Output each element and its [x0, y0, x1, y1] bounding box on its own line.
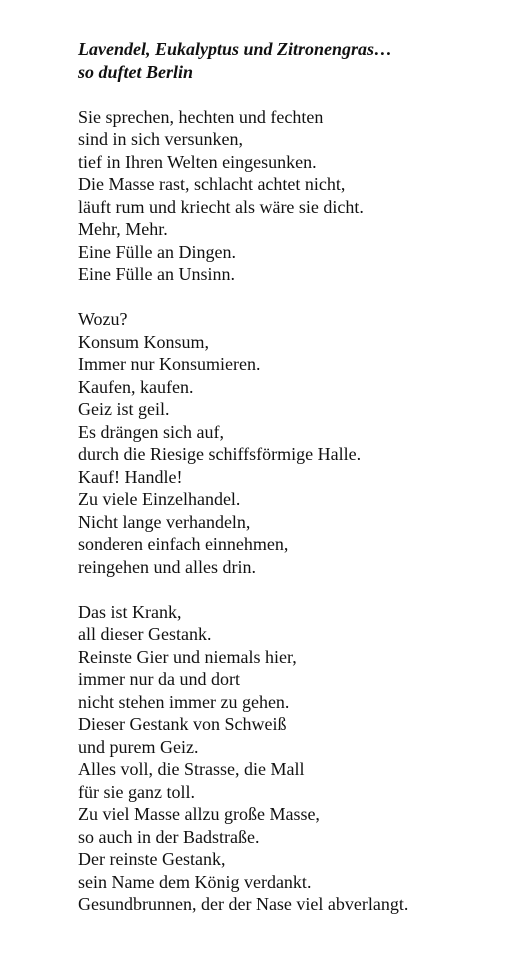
poem-line: Das ist Krank, — [78, 601, 182, 622]
poem-line: Sie sprechen, hechten und fechten — [78, 106, 324, 127]
stanza-3 — [78, 601, 508, 916]
poem-line: läuft rum und kriecht als wäre sie dicht. — [78, 196, 364, 217]
poem-page — [78, 38, 508, 916]
poem-line: Dieser Gestank von Schweiß — [78, 714, 287, 734]
poem-line: Zu viel Masse allzu große Masse, — [78, 804, 320, 824]
poem-title — [78, 38, 508, 83]
poem-line: sein Name dem König verdankt. — [78, 871, 312, 892]
poem-line: reingehen und alles drin. — [78, 556, 256, 577]
poem-line: für sie ganz toll. — [78, 781, 195, 802]
poem-line: Immer nur Konsumieren. — [78, 354, 261, 374]
poem-line: Reinste Gier und niemals hier, — [78, 646, 297, 667]
poem-line: Eine Fülle an Dingen. — [78, 241, 236, 262]
poem-line: Wozu? — [78, 309, 128, 329]
poem-line: sonderen einfach einnehmen, — [78, 534, 289, 554]
poem-line: und purem Geiz. — [78, 736, 199, 757]
poem-line: tief in Ihren Welten eingesunken. — [78, 151, 317, 172]
stanza-1 — [78, 106, 508, 286]
poem-line: Der reinste Gestank, — [78, 849, 226, 869]
poem-subtitle-line: so duftet Berlin — [78, 61, 194, 82]
poem-line: Geiz ist geil. — [78, 399, 170, 419]
poem-line: Nicht lange verhandeln, — [78, 511, 251, 532]
poem-line: all dieser Gestank. — [78, 624, 212, 644]
poem-line: Mehr, Mehr. — [78, 219, 168, 239]
poem-line: Kaufen, kaufen. — [78, 376, 194, 397]
stanza-2 — [78, 308, 508, 578]
poem-line: nicht stehen immer zu gehen. — [78, 691, 290, 712]
poem-title-line: Lavendel, Eukalyptus und Zitronengras… — [78, 39, 393, 59]
poem-line: durch die Riesige schiffsförmige Halle. — [78, 444, 362, 464]
poem-line: Gesundbrunnen, der der Nase viel abverlangt. — [78, 894, 409, 914]
poem-line: immer nur da und dort — [78, 669, 240, 689]
poem-line: Alles voll, die Strasse, die Mall — [78, 759, 305, 779]
poem-line: sind in sich versunken, — [78, 129, 243, 149]
poem-line: Es drängen sich auf, — [78, 421, 224, 442]
poem-line: Konsum Konsum, — [78, 331, 210, 352]
poem-line: Eine Fülle an Unsinn. — [78, 264, 235, 284]
poem-line: so auch in der Badstraße. — [78, 826, 260, 847]
poem-line: Kauf! Handle! — [78, 466, 183, 487]
poem-line: Die Masse rast, schlacht achtet nicht, — [78, 174, 346, 194]
poem-line: Zu viele Einzelhandel. — [78, 489, 241, 509]
